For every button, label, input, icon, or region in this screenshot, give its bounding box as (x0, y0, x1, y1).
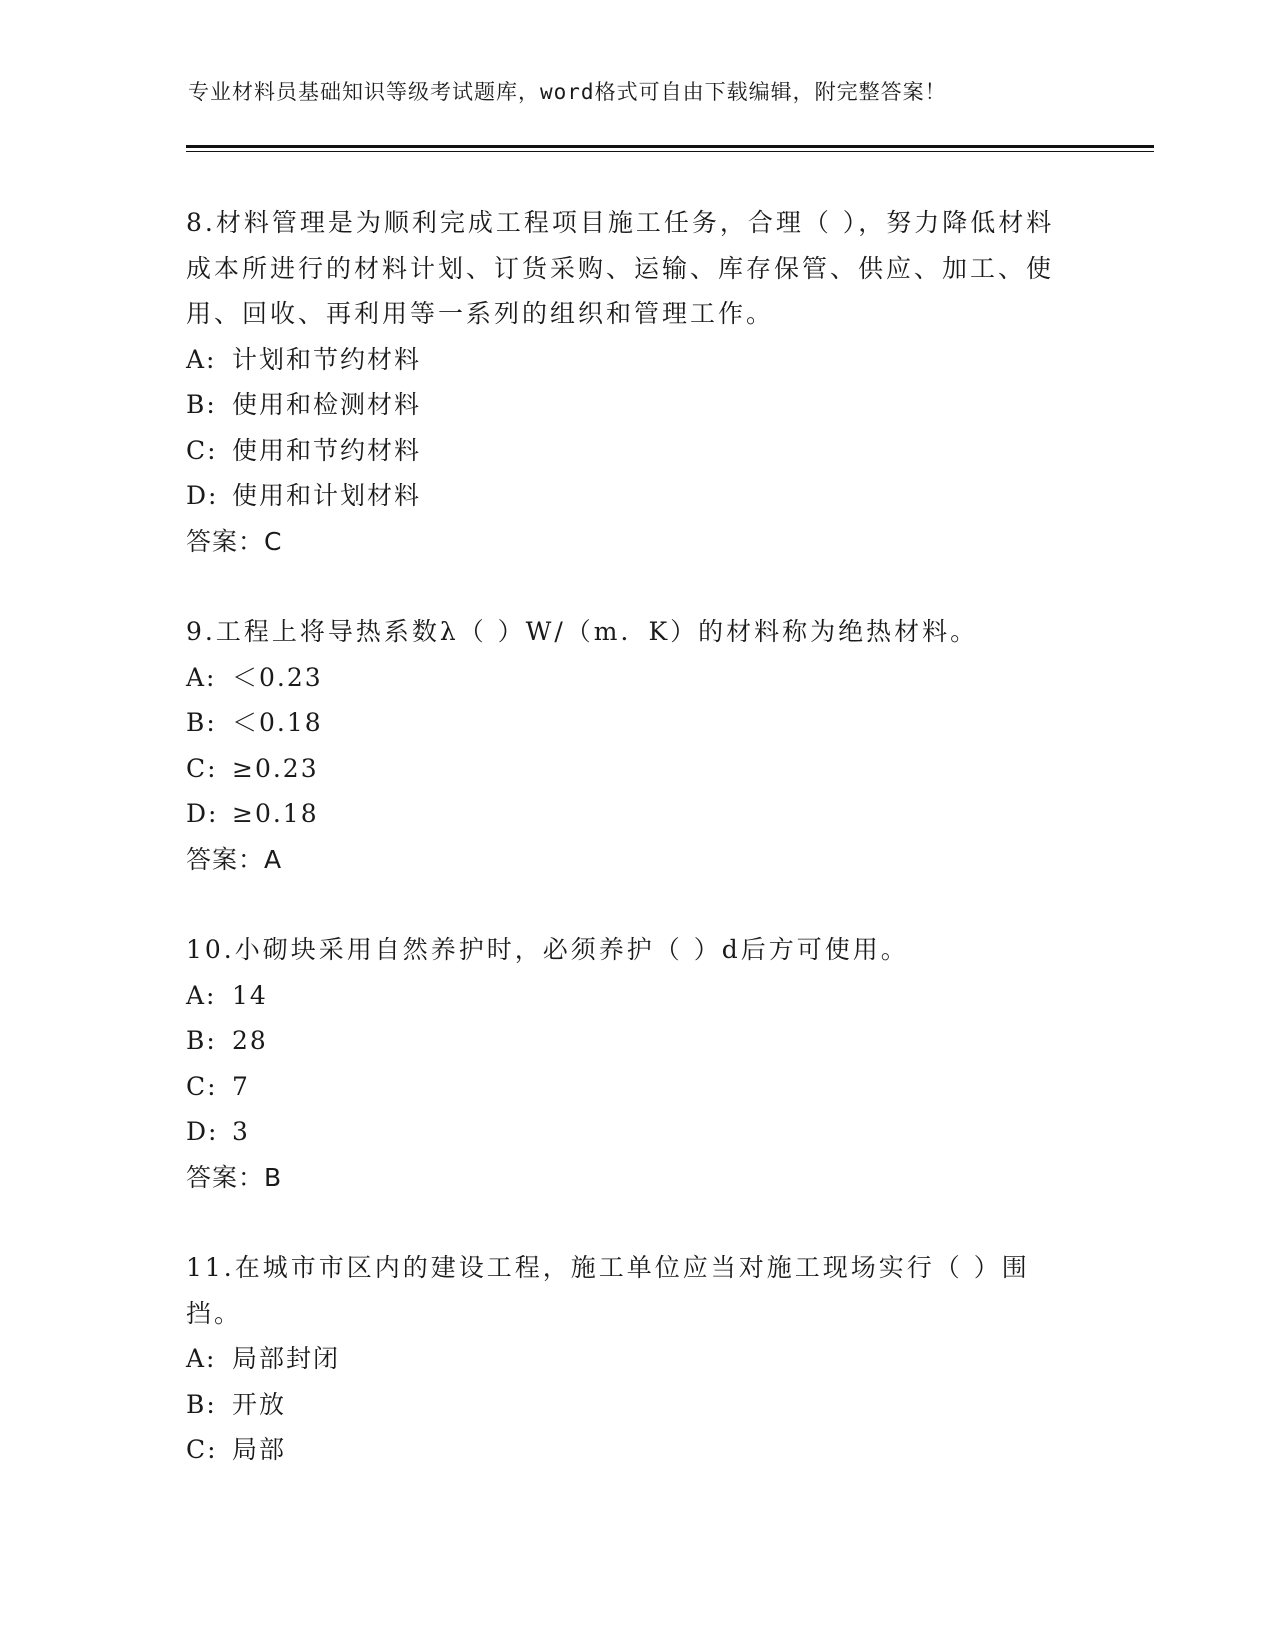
option-text: 14 (232, 980, 268, 1010)
option-a (186, 1336, 1076, 1382)
option-a (186, 337, 1076, 383)
option-b (186, 382, 1076, 428)
option-key: C: (186, 753, 218, 783)
option-d (186, 473, 1076, 519)
option-key: C: (186, 1071, 218, 1101)
question-8 (186, 200, 1076, 564)
option-text: 局部 (232, 1435, 287, 1464)
question-10 (186, 927, 1076, 1200)
option-b (186, 1382, 1076, 1428)
option-key: A: (186, 344, 217, 374)
option-text: 计划和节约材料 (232, 344, 422, 374)
question-stem: 10.小砌块采用自然养护时，必须养护（ ）d后方可使用。 (186, 935, 909, 964)
option-key: B: (186, 1389, 217, 1419)
option-key: B: (186, 1026, 217, 1055)
option-text: ＜0.23 (232, 662, 323, 692)
option-text: 使用和节约材料 (232, 435, 422, 465)
question-stem: 9.工程上将导热系数λ（ ）W/（m．K）的材料称为绝热材料。 (186, 617, 979, 646)
answer-line: 答案：B (186, 1162, 283, 1192)
option-key: D: (186, 1117, 219, 1146)
header-rule-thin (186, 151, 1154, 152)
question-stem: 11.在城市市区内的建设工程，施工单位应当对施工现场实行（ ）围挡。 (186, 1253, 1030, 1328)
option-b (186, 700, 1076, 746)
option-key: A: (186, 662, 217, 692)
option-key: D: (186, 799, 219, 828)
option-c (186, 746, 1076, 792)
page-header: 专业材料员基础知识等级考试题库，word格式可自由下载编辑，附完整答案！ (188, 80, 947, 104)
question-stem: 8.材料管理是为顺利完成工程项目施工任务，合理（ ），努力降低材料成本所进行的材料计划、订货采购、运输、库存保管、供应、加工、使用、回收、再利用等一系列的组织和管理工作。 (186, 208, 1055, 328)
option-text: ≥0.23 (232, 753, 319, 783)
question-11 (186, 1245, 1076, 1473)
answer-line: 答案：A (186, 844, 283, 874)
option-key: A: (186, 1344, 217, 1373)
option-text: 局部封闭 (232, 1344, 341, 1373)
option-a (186, 973, 1076, 1019)
option-key: D: (186, 481, 219, 510)
option-text: 使用和计划材料 (232, 481, 422, 510)
option-text: 开放 (232, 1389, 287, 1419)
option-a (186, 655, 1076, 701)
option-d (186, 791, 1076, 837)
option-text: 7 (232, 1071, 250, 1101)
option-c (186, 428, 1076, 474)
option-text: 28 (232, 1026, 268, 1055)
option-text: ＜0.18 (232, 708, 323, 737)
option-text: 3 (232, 1117, 250, 1146)
option-key: A: (186, 980, 217, 1010)
option-key: C: (186, 1435, 218, 1464)
option-key: B: (186, 390, 217, 419)
answer-line: 答案：C (186, 526, 283, 556)
option-c (186, 1064, 1076, 1110)
option-d (186, 1109, 1076, 1155)
option-text: ≥0.18 (232, 799, 319, 828)
question-9 (186, 609, 1076, 882)
option-c (186, 1427, 1076, 1473)
option-b (186, 1018, 1076, 1064)
question-list (186, 200, 1076, 1518)
header-rule-thick (186, 145, 1154, 148)
option-key: B: (186, 708, 217, 737)
option-key: C: (186, 435, 218, 465)
option-text: 使用和检测材料 (232, 390, 422, 419)
